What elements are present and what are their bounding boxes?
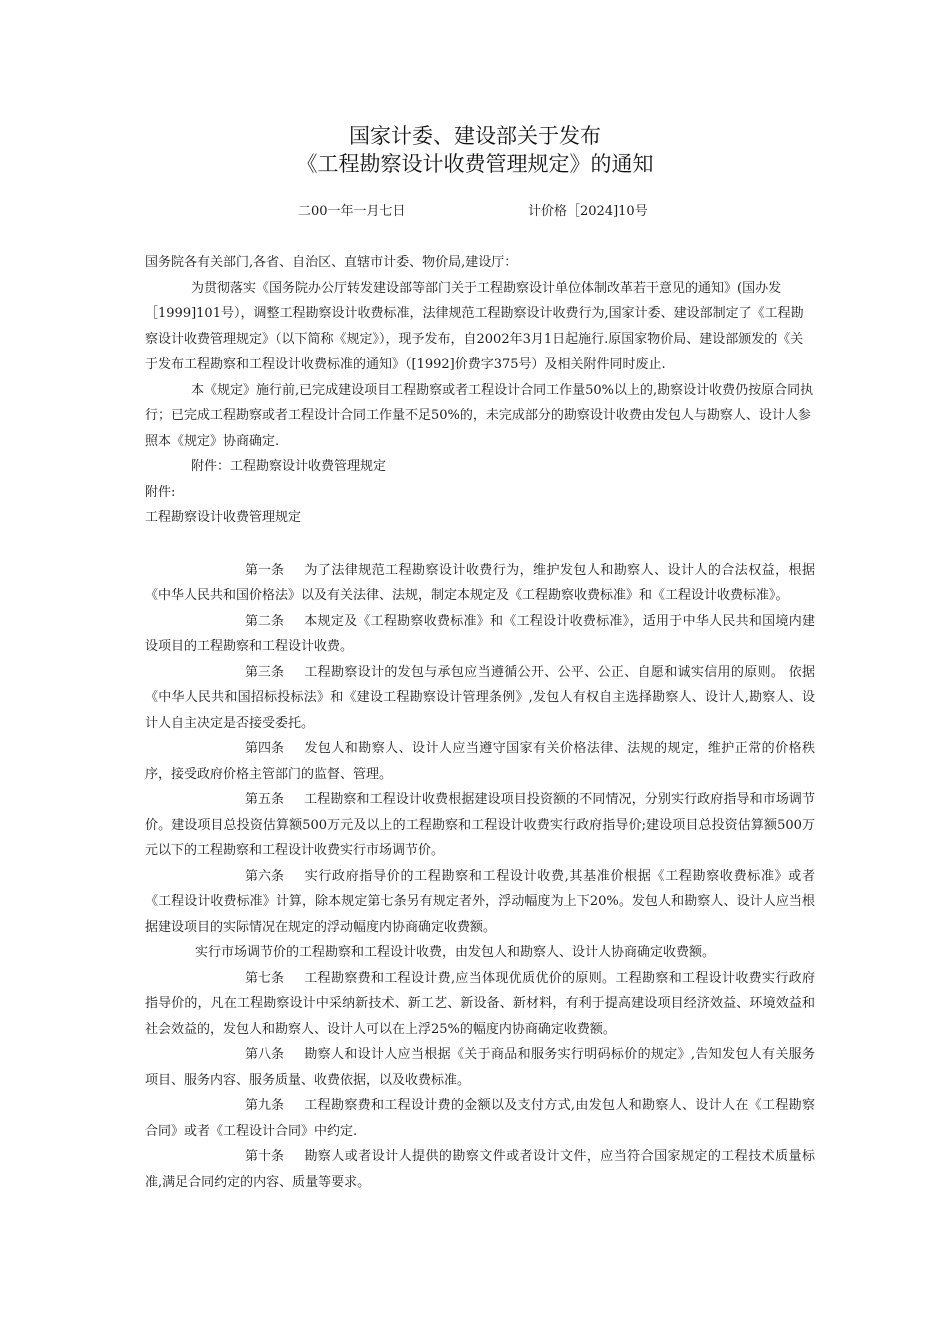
- article-text: 为了法律规范工程勘察设计收费行为，维护发包人和勘察人、设计人的合法权益，根据《中华人民共和国价格法》以及有关法律、法规，制定本规定及《工程勘察收费标准》和《工程设计收费标准》。: [145, 562, 815, 603]
- article-text: 实行政府指导价的工程勘察和工程设计收费,其基准价根据《工程勘察收费标准》或者《工程设计收费标准》计算，除本规定第七条另有规定者外，浮动幅度为上下20%。发包人和勘察人、设计人应当根据建设项目的实际情况在规定的浮动幅度内协商确定收费额。: [145, 868, 815, 935]
- article-text: 勘察人或者设计人提供的勘察文件或者设计文件，应当符合国家规定的工程技术质量标准,满足合同约定的内容、质量等要求。: [145, 1149, 815, 1190]
- attachment-note: 附件：工程勘察设计收费管理规定: [191, 459, 387, 474]
- article-8: [145, 1042, 815, 1093]
- article-number: 第八条: [245, 1047, 285, 1062]
- section-gap: [145, 531, 815, 556]
- paragraph-announcement: 为贯彻落实《国务院办公厅转发建设部等部门关于工程勘察设计单位体制改革若干意见的通知》(国办发［1999]101号），调整工程勘察设计收费标准，法律规范工程勘察设计收费行为,国家计委、建设部制定了《工程勘察设计收费管理规定》（以下简称《规定》），现予发布，自2002年3月1日起施行.原国家物价局、建设部颁发的《关于发布工程勘察和工程设计收费标准的通知》（[1992]价费字375号）及相关附件同时废止.: [145, 280, 804, 372]
- document-body: [145, 250, 815, 1195]
- article-number: 第四条: [245, 741, 285, 756]
- article-text: 工程勘察费和工程设计费的金额以及支付方式,由发包人和勘察人、设计人在《工程勘察合同》或者《工程设计合同》中约定.: [145, 1098, 815, 1139]
- document-title-line-1: 国家计委、建设部关于发布: [349, 124, 601, 148]
- article-4: [145, 736, 815, 787]
- paragraph-transition: 本《规定》施行前,已完成建设项目工程勘察或者工程设计合同工作量50%以上的,勘察设计收费仍按原合同执行；已完成工程勘察或者工程设计合同工作量不足50%的，未完成部分的勘察设计收费由发包人与勘察人、设计人参照本《规定》协商确定.: [145, 382, 814, 449]
- article-2: [145, 609, 815, 660]
- article-number: 第七条: [245, 970, 285, 986]
- article-number: 第五条: [245, 792, 285, 807]
- article-1: [145, 558, 815, 609]
- article-9: [145, 1093, 815, 1144]
- article-7: [145, 966, 815, 1043]
- attachment-title: 工程勘察设计收费管理规定: [145, 510, 302, 525]
- article-3: [145, 660, 815, 737]
- article-text: 工程勘察费和工程设计费,应当体现优质优价的原则。工程勘察和工程设计收费实行政府指导价的，凡在工程勘察设计中采纳新技术、新工艺、新设备、新材料，有利于提高建设项目经济效益、环境效益和社会效益的，发包人和勘察人、设计人可以在上浮25%的幅度内协商确定收费额。: [145, 970, 815, 1037]
- article-number: 第二条: [245, 613, 285, 629]
- article-number: 第三条: [245, 664, 285, 680]
- article-text: 勘察人和设计人应当根据《关于商品和服务实行明码标价的规定》,告知发包人有关服务项目、服务内容、服务质量、收费依据，以及收费标准。: [145, 1047, 815, 1088]
- attachment-label: 附件:: [145, 484, 176, 500]
- article-text: 工程勘察和工程设计收费根据建设项目投资额的不同情况，分别实行政府指导和市场调节价。建设项目总投资估算额500万元及以上的工程勘察和工程设计收费实行政府指导价;建设项目总投资估算额500万元以下的工程勘察和工程设计收费实行市场调节价。: [145, 792, 815, 858]
- issue-date: 二00一年一月七日: [298, 204, 406, 219]
- article-10: [145, 1144, 815, 1195]
- addressee: 国务院各有关部门,各省、自治区、直辖市计委、物价局,建设厅：: [145, 255, 518, 270]
- article-number: 第六条: [245, 868, 285, 884]
- article-text: 本规定及《工程勘察收费标准》和《工程设计收费标准》，适用于中华人民共和国境内建设项目的工程勘察和工程设计收费。: [145, 613, 815, 654]
- article-6-continuation: [145, 940, 815, 966]
- article-5: [145, 787, 815, 864]
- article-number: 第九条: [245, 1098, 285, 1113]
- article-text: 实行市场调节价的工程勘察和工程设计收费，由发包人和勘察人、设计人协商确定收费额。: [195, 945, 716, 960]
- article-text: 工程勘察设计的发包与承包应当遵循公开、公平、公正、自愿和诚实信用的原则。 依据《中华人民共和国招标投标法》和《建设工程勘察设计管理条例》,发包人有权自主选择勘察人、设计人,勘察人、设计人自主决定是否接受委托。: [145, 664, 815, 731]
- document-number: 计价格［2024]10号: [528, 204, 648, 219]
- article-text: 发包人和勘察人、设计人应当遵守国家有关价格法律、法规的规定，维护正常的价格秩序，接受政府价格主管部门的监督、管理。: [145, 741, 815, 782]
- article-number: 第十条: [245, 1149, 285, 1164]
- document-title-line-2: 《工程勘察设计收费管理规定》的通知: [296, 152, 654, 176]
- article-number: 第一条: [245, 562, 285, 578]
- article-6: [145, 864, 815, 941]
